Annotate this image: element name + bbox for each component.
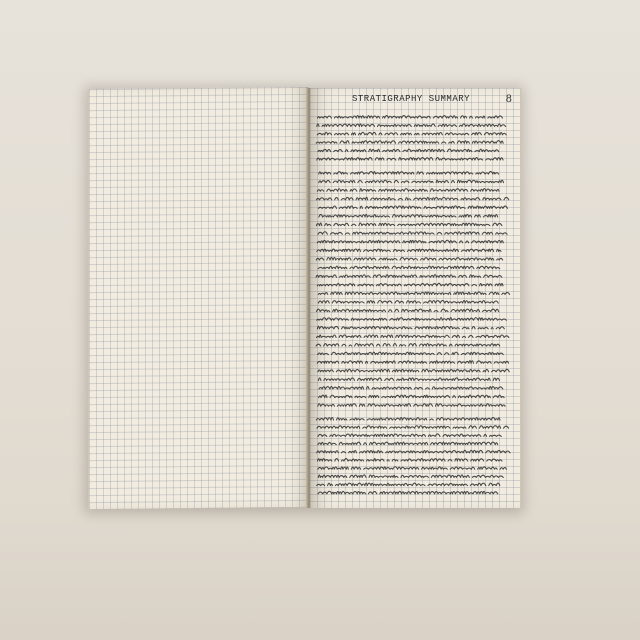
- handwriting-line: [319, 387, 503, 390]
- handwriting-line: [317, 326, 504, 329]
- handwriting-line: [319, 395, 505, 398]
- handwriting-line: [318, 442, 498, 445]
- handwriting-line: [316, 223, 505, 226]
- handwriting-line: [317, 309, 499, 312]
- handwriting-line: [317, 158, 503, 161]
- handwriting-line: [317, 450, 510, 453]
- handwriting-line: [318, 232, 507, 234]
- handwriting-line: [316, 344, 500, 347]
- handwriting-line: [318, 369, 509, 371]
- handwriting-line: [317, 240, 503, 242]
- handwriting-line: [318, 491, 498, 494]
- handwriting-line: [318, 301, 501, 304]
- handwriting-line: [318, 459, 502, 461]
- handwriting-line: [316, 197, 508, 200]
- handwriting-line: [319, 180, 504, 182]
- handwritten-text-block: [310, 88, 520, 508]
- handwriting-line: [319, 215, 498, 217]
- handwriting-line: [317, 361, 508, 364]
- table-surface: [0, 520, 640, 640]
- right-page-handwritten: [310, 88, 521, 508]
- handwriting-line: [316, 418, 500, 421]
- handwriting-line: [318, 292, 512, 295]
- open-notebook: [88, 88, 520, 508]
- handwriting-line: [318, 206, 507, 209]
- handwriting-line: [318, 467, 507, 469]
- handwriting-line: [317, 116, 502, 119]
- handwriting-line: [317, 249, 501, 251]
- handwriting-line: [318, 378, 499, 381]
- handwriting-line: [317, 124, 506, 126]
- page-title: STRATIGRAPHY SUMMARY: [352, 94, 471, 104]
- handwriting-line: [316, 258, 505, 261]
- handwriting-line: [317, 426, 509, 429]
- handwriting-line: [317, 283, 503, 286]
- handwriting-line: [317, 132, 506, 134]
- left-page-blank-grid: [88, 87, 309, 509]
- handwriting-line: [317, 318, 507, 321]
- handwriting-line: [318, 266, 499, 268]
- handwriting-line: [319, 172, 499, 174]
- handwriting-line: [318, 149, 499, 151]
- page-number: 8: [505, 94, 512, 105]
- handwriting-line: [317, 483, 503, 486]
- handwriting-line: [317, 189, 499, 192]
- handwriting-line: [318, 434, 504, 437]
- handwriting-line: [318, 475, 506, 477]
- handwriting-line: [316, 141, 503, 144]
- handwriting-line: [318, 352, 503, 354]
- handwriting-line: [316, 275, 502, 278]
- handwriting-line: [317, 335, 509, 337]
- handwriting-line: [318, 404, 505, 406]
